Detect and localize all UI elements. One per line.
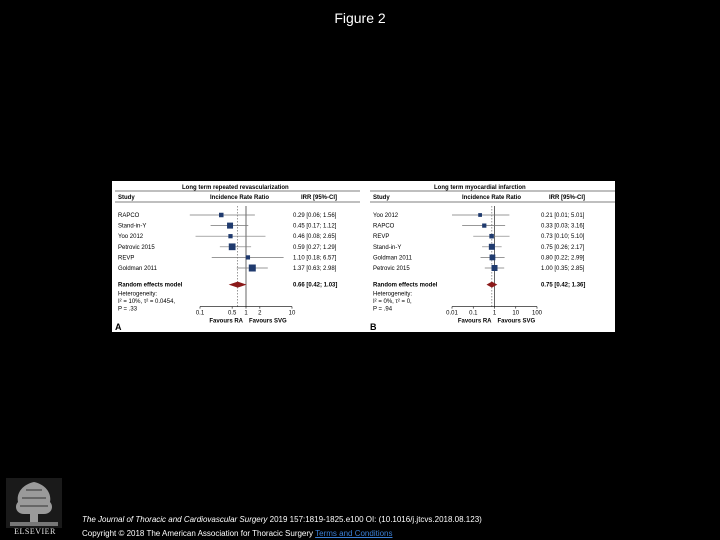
favours-left-label: Favours RA	[209, 318, 243, 325]
copyright-line	[82, 529, 393, 538]
x-tick-label: 0.5	[227, 310, 237, 317]
x-tick-label: 0.1	[469, 310, 478, 317]
citation-line	[82, 515, 482, 524]
study-ci-value: 0.45 [0.17; 1.12]	[293, 223, 337, 230]
study-estimate-box	[229, 243, 236, 250]
study-label: Yoo 2012	[373, 213, 399, 219]
citation-details: 2019 157:1819-1825.e100 OI: (10.1016/j.jtcvs.2018.08.123)	[267, 515, 482, 524]
study-ci-value: 0.21 [0.01; 5.01]	[541, 213, 585, 219]
study-estimate-box	[219, 213, 224, 218]
study-label: Petrovic 2015	[118, 244, 155, 251]
study-estimate-box	[228, 234, 232, 238]
study-ci-value: 1.00 [0.35; 2.85]	[541, 266, 585, 272]
column-header-study: Study	[118, 195, 135, 201]
study-ci-value: 0.80 [0.22; 2.99]	[541, 255, 585, 262]
x-tick-label: 1	[492, 310, 497, 317]
heterogeneity-text: Heterogeneity:	[118, 291, 158, 298]
panel-label: B	[370, 322, 377, 332]
terms-link[interactable]: Terms and Conditions	[315, 529, 393, 538]
column-header-plot: Incidence Rate Ratio	[462, 195, 522, 201]
study-label: REVP	[118, 255, 135, 262]
study-label: Goldman 2011	[373, 255, 412, 262]
study-ci-value: 0.46 [0.08; 2.65]	[293, 234, 337, 241]
study-ci-value: 0.73 [0.10; 5.10]	[541, 234, 585, 241]
panel-title: Long term repeated revascularization	[182, 185, 289, 191]
x-tick-label: 0.1	[195, 310, 205, 317]
figure-title: Figure 2	[334, 10, 386, 26]
study-ci-value: 1.10 [0.18; 6.57]	[293, 255, 337, 262]
copyright-text: Copyright © 2018 The American Association for Thoracic Surgery	[82, 529, 316, 538]
heterogeneity-text: Heterogeneity:	[373, 291, 413, 298]
panel-title: Long term myocardial infarction	[434, 185, 526, 191]
x-tick-label: 0.01	[446, 310, 458, 317]
study-label: RAPCO	[118, 213, 140, 219]
study-label: Stand-in-Y	[373, 244, 402, 251]
pooled-label: Random effects model	[373, 282, 438, 289]
x-tick-label: 2	[258, 310, 262, 317]
study-estimate-box	[478, 213, 482, 217]
favours-right-label: Favours SVG	[497, 318, 536, 325]
heterogeneity-text: I² = 10%, τ² = 0.0454,	[118, 299, 176, 306]
column-header-plot: Incidence Rate Ratio	[210, 195, 270, 201]
study-label: REVP	[373, 234, 390, 241]
pooled-diamond	[229, 282, 247, 288]
study-estimate-box	[489, 244, 495, 250]
study-estimate-box	[492, 265, 498, 271]
study-ci-value: 1.37 [0.63; 2.98]	[293, 266, 337, 272]
heterogeneity-text: P = .33	[118, 306, 138, 313]
column-header-ci: IRR [95%-CI]	[301, 195, 338, 201]
x-tick-label: 10	[288, 310, 296, 317]
study-label: Stand-in-Y	[118, 223, 147, 230]
study-label: Goldman 2011	[118, 266, 157, 272]
favours-right-label: Favours SVG	[249, 318, 287, 325]
study-ci-value: 0.29 [0.06; 1.56]	[293, 213, 337, 219]
study-estimate-box	[227, 223, 233, 229]
pooled-ci-value: 0.66 [0.42; 1.03]	[293, 282, 338, 289]
x-tick-label: 1	[244, 310, 248, 317]
elsevier-tree-icon	[6, 478, 62, 528]
panel-label: A	[115, 322, 122, 332]
heterogeneity-text: P = .94	[373, 306, 393, 313]
study-ci-value: 0.75 [0.26; 2.17]	[541, 244, 585, 251]
column-header-study: Study	[373, 195, 390, 201]
heterogeneity-text: I² = 0%, τ² = 0,	[373, 299, 412, 306]
study-estimate-box	[489, 234, 494, 239]
study-estimate-box	[482, 223, 486, 227]
study-estimate-box	[490, 255, 496, 261]
forest-plot-svg	[112, 181, 615, 332]
pooled-ci-value: 0.75 [0.42; 1.36]	[541, 282, 586, 289]
study-label: Yoo 2012	[118, 234, 144, 241]
x-tick-label: 10	[512, 310, 520, 317]
study-label: Petrovic 2015	[373, 266, 410, 272]
study-ci-value: 0.59 [0.27; 1.29]	[293, 244, 337, 251]
pooled-diamond	[486, 282, 497, 288]
forest-plot-figure	[112, 181, 615, 332]
study-estimate-box	[246, 255, 250, 259]
study-estimate-box	[249, 265, 256, 272]
study-label: RAPCO	[373, 223, 395, 230]
favours-left-label: Favours RA	[457, 318, 492, 325]
x-tick-label: 100	[531, 310, 543, 317]
column-header-ci: IRR [95%-CI]	[549, 195, 586, 201]
elsevier-wordmark: ELSEVIER	[14, 527, 56, 536]
study-ci-value: 0.33 [0.03; 3.16]	[541, 223, 585, 230]
pooled-label: Random effects model	[118, 282, 183, 289]
citation-journal: The Journal of Thoracic and Cardiovascular Surgery	[82, 515, 268, 524]
